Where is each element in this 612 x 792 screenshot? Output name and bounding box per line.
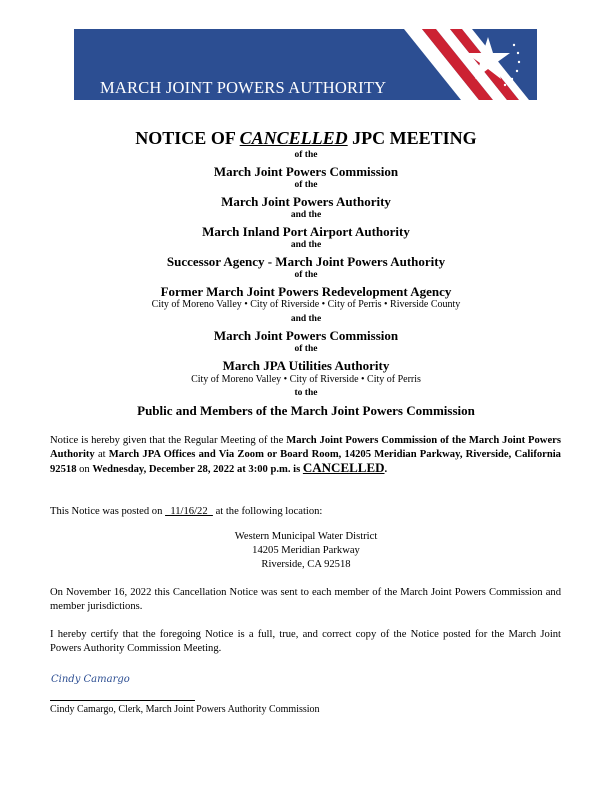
notice-text: on — [76, 464, 93, 476]
entity-line: Successor Agency - March Joint Powers Authority — [166, 254, 446, 269]
conj-line: and the — [290, 240, 322, 250]
conj-line: of the — [294, 180, 318, 190]
entity-line: March Joint Powers Authority — [221, 194, 391, 209]
conj-line: of the — [294, 344, 318, 354]
cancelled-status: CANCELLED — [302, 460, 385, 476]
commission-name: March Joint Powers Commission of the March Joint Powers Authority — [50, 435, 561, 460]
cities-line: City of Moreno Valley • City of Riverside • City of Perris — [191, 374, 421, 385]
title-cancelled: CANCELLED — [239, 128, 348, 148]
posted-text: This Notice was posted on — [50, 506, 166, 517]
entity-line: March JPA Utilities Authority — [222, 358, 390, 373]
title-suffix: JPC MEETING — [347, 128, 477, 148]
posted-paragraph — [50, 505, 561, 519]
entity-line: Public and Members of the March Joint Powers Commission — [137, 403, 475, 418]
conj-line: and the — [290, 210, 322, 220]
address-line: Riverside, CA 92518 — [261, 559, 351, 570]
certification-paragraph: I hereby certify that the foregoing Notice is a full, true, and correct copy of the Notice posted for the March Joint Powers Authority Commission Meeting. — [50, 629, 561, 654]
handwritten-signature: Cindy Camargo — [51, 674, 130, 685]
address-line: 14205 Meridian Parkway — [252, 545, 360, 556]
notice-text: at — [94, 448, 109, 460]
banner-title: MARCH JOINT POWERS AUTHORITY — [100, 78, 387, 97]
sent-notice-paragraph: On November 16, 2022 this Cancellation Notice was sent to each member of the March Joint Powers Commission and member jurisdictions. — [50, 587, 561, 612]
conj-line: of the — [294, 270, 318, 280]
conj-line: of the — [294, 150, 318, 160]
posted-text: at the following location: — [212, 506, 323, 517]
entity-line: March Joint Powers Commission — [213, 328, 399, 343]
conj-line: and the — [290, 314, 322, 324]
address-line: Western Municipal Water District — [234, 531, 378, 542]
signature-line — [50, 700, 195, 701]
notice-title — [0, 128, 612, 149]
posted-date: 11/16/22 — [165, 506, 213, 517]
entity-line: Former March Joint Powers Redevelopment Agency — [160, 284, 452, 299]
title-prefix: NOTICE OF — [135, 128, 240, 148]
meeting-location: March JPA Offices and Via Zoom or Board Room, 14205 Meridian Parkway, Riverside, California 92518 — [50, 448, 561, 476]
notice-text: . — [384, 464, 388, 476]
signature-caption: Cindy Camargo, Clerk, March Joint Powers Authority Commission — [50, 704, 320, 715]
meeting-notice-paragraph — [50, 434, 561, 477]
entity-line: March Inland Port Airport Authority — [202, 224, 410, 239]
posting-address — [0, 530, 612, 572]
conj-line: to the — [294, 388, 318, 398]
notice-text: Notice is hereby given that the Regular Meeting of the — [50, 435, 287, 446]
cities-line: City of Moreno Valley • City of Riverside • City of Perris • Riverside County — [151, 299, 461, 310]
entity-line: March Joint Powers Commission — [213, 164, 399, 179]
header-banner — [74, 29, 537, 100]
meeting-datetime: Wednesday, December 28, 2022 at 3:00 p.m. is — [92, 464, 301, 476]
